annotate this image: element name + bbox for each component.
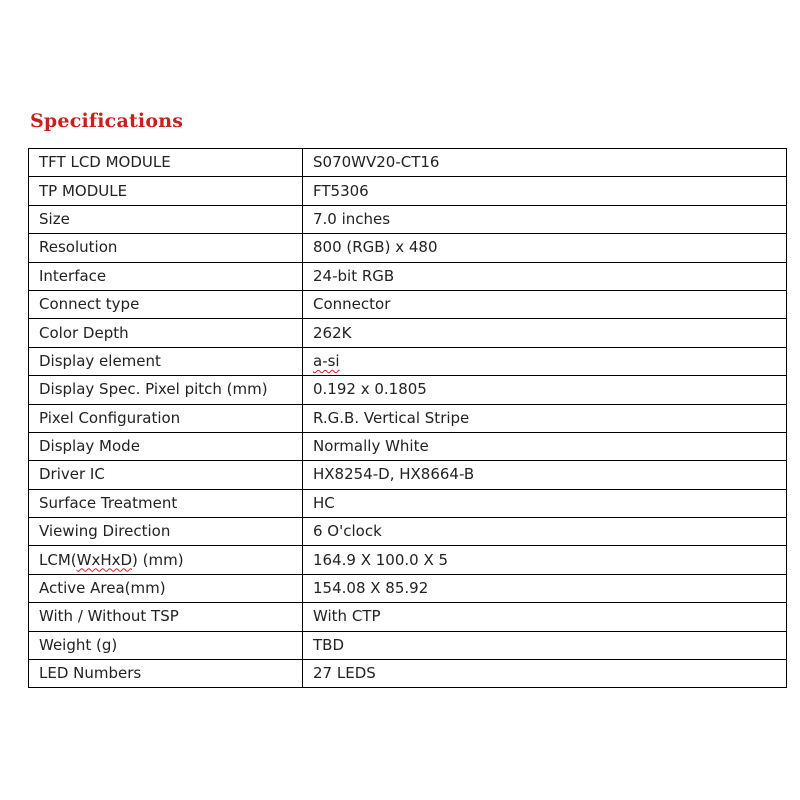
table-row xyxy=(29,347,787,375)
table-row xyxy=(29,376,787,404)
spec-label: Display Spec. Pixel pitch (mm) xyxy=(29,376,303,404)
spec-value: 27 LEDS xyxy=(303,660,787,688)
page-title: Specifications xyxy=(30,110,184,132)
spell-check-value: a-si xyxy=(313,351,340,370)
table-row xyxy=(29,603,787,631)
table-row xyxy=(29,319,787,347)
spec-label: Active Area(mm) xyxy=(29,574,303,602)
spec-label: With / Without TSP xyxy=(29,603,303,631)
table-row xyxy=(29,660,787,688)
spec-label: Color Depth xyxy=(29,319,303,347)
table-row xyxy=(29,489,787,517)
spec-value: 6 O'clock xyxy=(303,518,787,546)
spec-label: TFT LCD MODULE xyxy=(29,149,303,177)
spec-value: With CTP xyxy=(303,603,787,631)
spec-label: TP MODULE xyxy=(29,177,303,205)
spec-label: Resolution xyxy=(29,234,303,262)
table-row xyxy=(29,631,787,659)
spec-label: Pixel Configuration xyxy=(29,404,303,432)
spec-value: 800 (RGB) x 480 xyxy=(303,234,787,262)
spec-value: TBD xyxy=(303,631,787,659)
table-row xyxy=(29,574,787,602)
spec-value: 24-bit RGB xyxy=(303,262,787,290)
spec-value: Connector xyxy=(303,290,787,318)
table-row xyxy=(29,205,787,233)
spec-value: HX8254-D, HX8664-B xyxy=(303,461,787,489)
spec-label: Weight (g) xyxy=(29,631,303,659)
table-row xyxy=(29,177,787,205)
spec-value: R.G.B. Vertical Stripe xyxy=(303,404,787,432)
table-row xyxy=(29,518,787,546)
table-row xyxy=(29,290,787,318)
spec-label-prefix: LCM( xyxy=(39,550,77,569)
spec-value: 7.0 inches xyxy=(303,205,787,233)
spec-value xyxy=(303,347,787,375)
spec-label: Interface xyxy=(29,262,303,290)
spec-label: Display element xyxy=(29,347,303,375)
spec-label: Surface Treatment xyxy=(29,489,303,517)
spec-value: Normally White xyxy=(303,432,787,460)
spec-value: 154.08 X 85.92 xyxy=(303,574,787,602)
table-row xyxy=(29,461,787,489)
spec-value: 262K xyxy=(303,319,787,347)
spec-value: HC xyxy=(303,489,787,517)
table-row xyxy=(29,404,787,432)
spec-label: Size xyxy=(29,205,303,233)
table-row xyxy=(29,262,787,290)
spec-label: Connect type xyxy=(29,290,303,318)
spec-value: S070WV20-CT16 xyxy=(303,149,787,177)
table-row xyxy=(29,432,787,460)
spec-label: LED Numbers xyxy=(29,660,303,688)
spec-value: 164.9 X 100.0 X 5 xyxy=(303,546,787,574)
spec-value: 0.192 x 0.1805 xyxy=(303,376,787,404)
specifications-table xyxy=(28,148,787,688)
table-row xyxy=(29,149,787,177)
spec-label: Display Mode xyxy=(29,432,303,460)
spec-label-suffix: ) (mm) xyxy=(132,550,184,569)
spec-label: Viewing Direction xyxy=(29,518,303,546)
table-row xyxy=(29,546,787,574)
table-row xyxy=(29,234,787,262)
spec-label xyxy=(29,546,303,574)
spell-check-label: WxHxD xyxy=(76,550,133,569)
spec-value: FT5306 xyxy=(303,177,787,205)
spec-label: Driver IC xyxy=(29,461,303,489)
